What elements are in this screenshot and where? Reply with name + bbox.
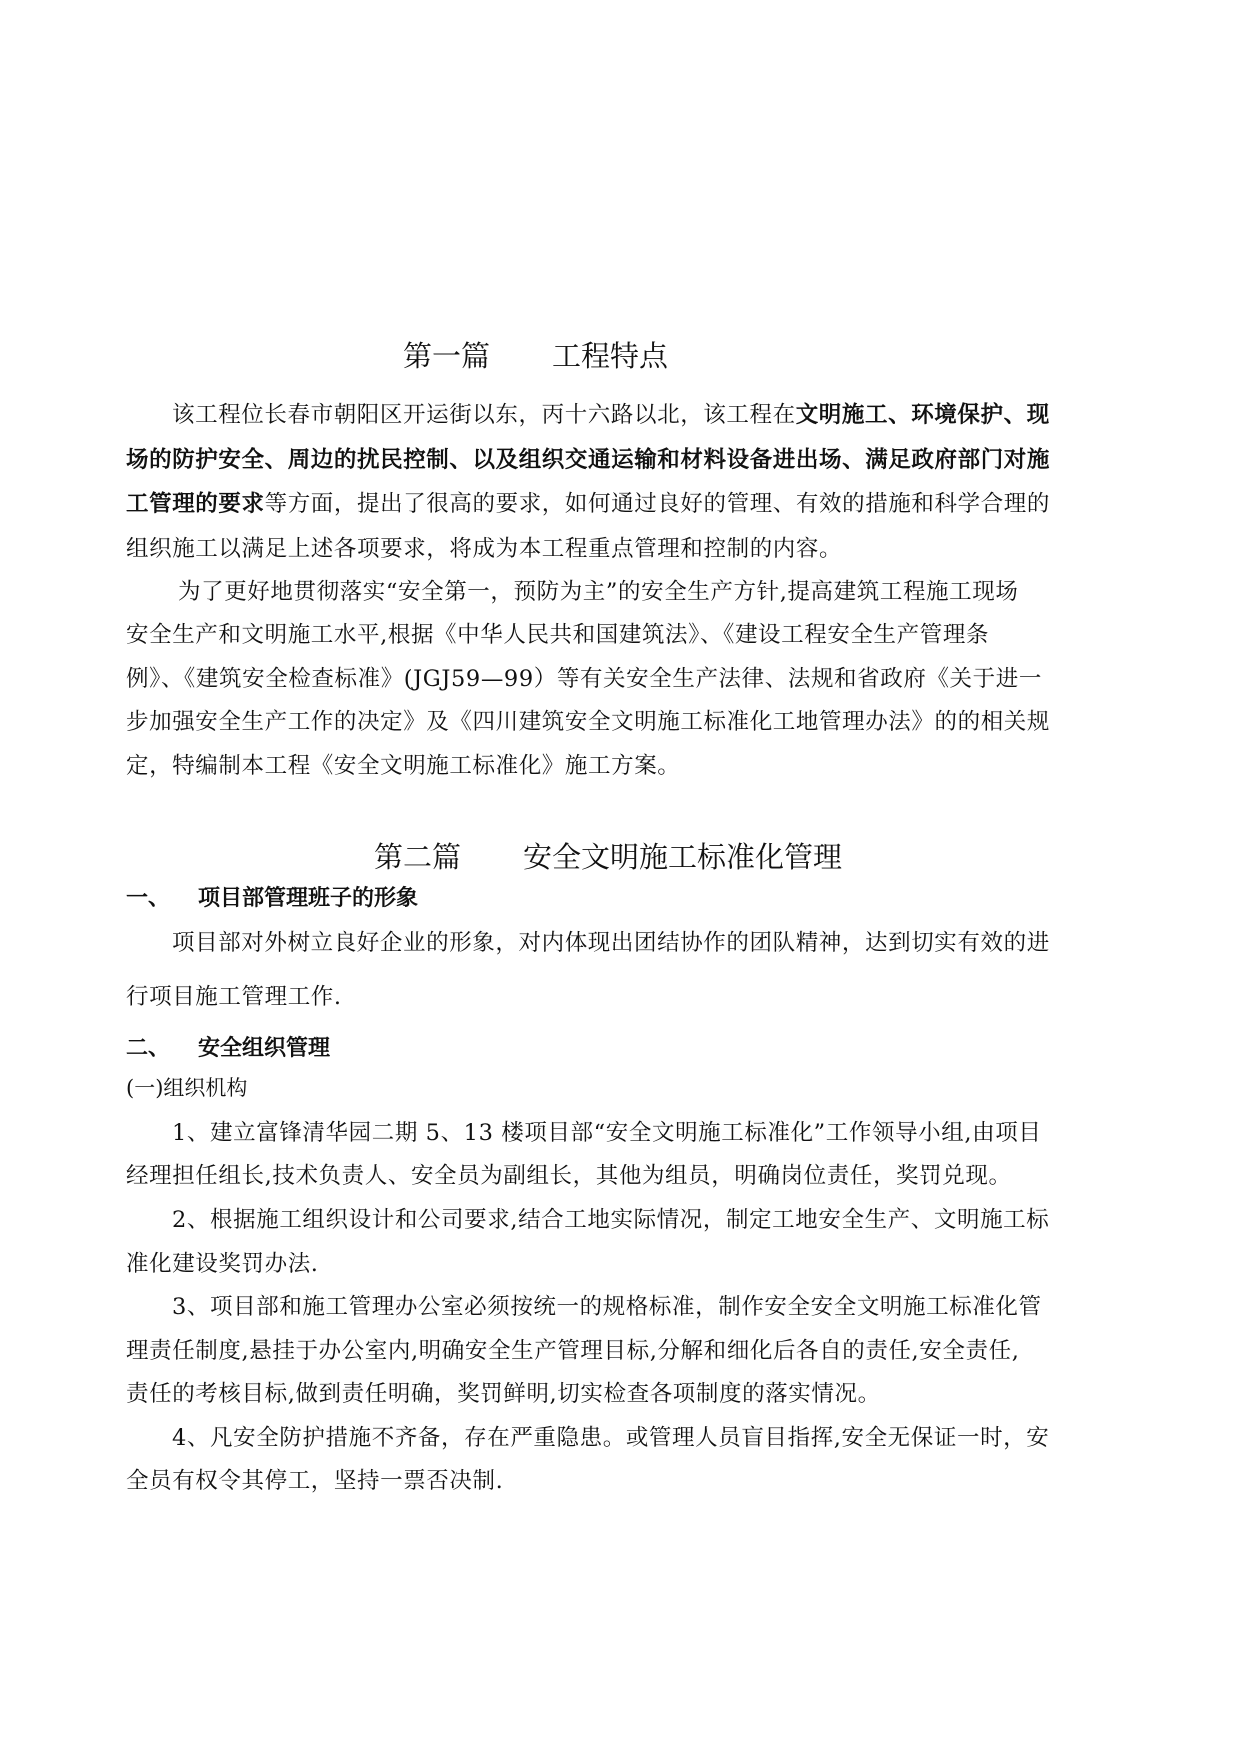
text-run: 该工程位长春市朝阳区开运街以东，丙十六路以北，该工程在 [172,402,796,428]
emphasis-run: 文明施工、环境保护、现 [795,402,1050,428]
chapter-2-heading [374,837,842,877]
paragraph-1-line-4: 组织施工以满足上述各项要求，将成为本工程重点管理和控制的内容。 [126,536,843,562]
paragraph-2-line-3: 例》、《建筑安全检查标准》(JGJ59—99）等有关安全生产法律、法规和省政府《关于进一 [126,666,1042,692]
item-3-line-2: 理责任制度,悬挂于办公室内,明确安全生产管理目标,分解和细化后各自的责任,安全责任, [126,1338,1020,1364]
item-4-line-1: 4、凡安全防护措施不齐备，存在严重隐患。或管理人员盲目指挥,安全无保证一时，安 [172,1425,1050,1451]
section-1-line-1: 项目部对外树立良好企业的形象，对内体现出团结协作的团队精神，达到切实有效的进 [172,930,1050,956]
chapter-1-title: 工程特点 [552,339,669,373]
section-2-heading [126,1032,330,1066]
section-1-line-2: 行项目施工管理工作. [126,984,342,1010]
chapter-2-title: 安全文明施工标准化管理 [523,840,843,874]
item-2-line-2: 准化建设奖罚办法. [126,1251,319,1277]
item-2-line-1: 2、根据施工组织设计和公司要求,结合工地实际情况，制定工地安全生产、文明施工标 [172,1207,1050,1233]
chapter-2-number: 第二篇 [374,840,462,874]
section-1-heading [126,882,418,916]
paragraph-2-line-4: 步加强安全生产工作的决定》及《四川建筑安全文明施工标准化工地管理办法》的的相关规 [126,709,1051,735]
item-3-line-3: 责任的考核目标,做到责任明确，奖罚鲜明,切实检查各项制度的落实情况。 [126,1381,881,1407]
section-2-number: 二、 [126,1036,171,1061]
paragraph-1-line-3 [126,487,1050,521]
item-1-line-2: 经理担任组长,技术负责人、安全员为副组长，其他为组员，明确岗位责任，奖罚兑现。 [126,1163,1012,1189]
item-1-line-1: 1、建立富锋清华园二期 5、13 楼项目部“安全文明施工标准化”工作领导小组,由项目 [172,1120,1042,1146]
paragraph-2-line-5: 定，特编制本工程《安全文明施工标准化》施工方案。 [126,753,681,779]
paragraph-1-line-2: 场的防护安全、周边的扰民控制、以及组织交通运输和材料设备进出场、满足政府部门对施 [126,447,1051,473]
paragraph-2-line-2: 安全生产和文明施工水平,根据《中华人民共和国建筑法》、《建设工程安全生产管理条 [126,622,990,648]
chapter-1-number: 第一篇 [403,339,491,373]
item-4-line-2: 全员有权令其停工，坚持一票否决制. [126,1468,504,1494]
section-2-title: 安全组织管理 [198,1036,331,1061]
section-1-number: 一、 [126,886,171,911]
section-1-title: 项目部管理班子的形象 [198,886,419,911]
paragraph-1-line-1 [172,398,1050,432]
item-3-line-1: 3、项目部和施工管理办公室必须按统一的规格标准，制作安全安全文明施工标准化管 [172,1294,1042,1320]
chapter-1-heading [403,336,668,376]
paragraph-2-line-1: 为了更好地贯彻落实“安全第一，预防为主”的安全生产方针,提高建筑工程施工现场 [178,579,1019,605]
text-run: 等方面，提出了很高的要求，如何通过良好的管理、有效的措施和科学合理的 [264,491,1051,517]
emphasis-run: 工管理的要求 [126,491,265,517]
subsection-heading: (一)组织机构 [126,1076,248,1100]
